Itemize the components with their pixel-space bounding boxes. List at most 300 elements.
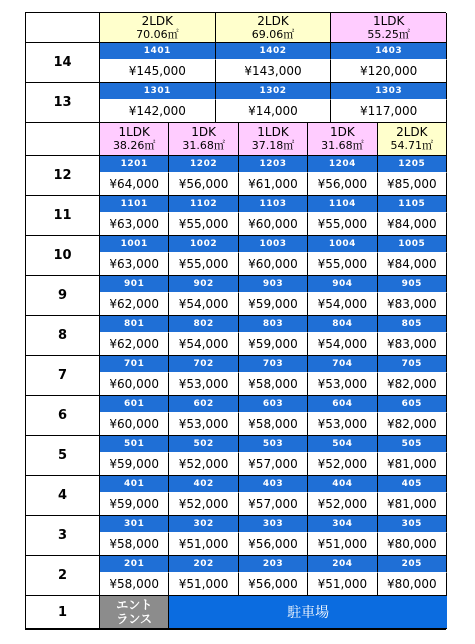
unit-type-header — [100, 13, 216, 43]
unit-number[interactable] — [239, 316, 308, 333]
parking-label: 駐車場 — [287, 605, 330, 621]
unit-number-text: 904 — [332, 279, 353, 289]
entrance-label-line2: ランス — [116, 612, 153, 626]
unit-rent-text: ¥143,000 — [244, 64, 302, 78]
unit-rent — [308, 373, 377, 396]
unit-type-label: 1LDK — [257, 125, 289, 139]
unit-number[interactable] — [100, 276, 169, 293]
unit-number[interactable] — [169, 356, 238, 373]
unit-rent-text: ¥58,000 — [109, 577, 159, 591]
floor-number: 9 — [57, 288, 68, 303]
unit-number[interactable] — [169, 516, 238, 533]
unit-rent-text: ¥58,000 — [248, 377, 298, 391]
unit-number[interactable] — [331, 83, 447, 100]
unit-number[interactable] — [169, 476, 238, 493]
unit-rent-text: ¥55,000 — [317, 217, 368, 231]
unit-rent — [308, 333, 377, 356]
unit-number-text: 605 — [401, 399, 422, 409]
unit-rent — [216, 60, 332, 83]
unit-number-text: 1105 — [398, 199, 426, 209]
unit-rent-text: ¥56,000 — [317, 177, 368, 191]
unit-rent-text: ¥52,000 — [317, 457, 368, 471]
unit-number-text: 502 — [193, 439, 214, 449]
unit-number[interactable] — [308, 196, 377, 213]
unit-rent-text: ¥62,000 — [109, 337, 159, 351]
unit-number[interactable] — [216, 43, 332, 60]
unit-number[interactable] — [308, 396, 377, 413]
unit-number[interactable] — [169, 396, 238, 413]
unit-rent — [239, 413, 308, 436]
unit-rent-text: ¥120,000 — [360, 64, 418, 78]
unit-number-text: 1003 — [259, 239, 287, 249]
unit-area-label: 55.25㎡ — [367, 27, 410, 41]
unit-number-text: 601 — [124, 399, 145, 409]
unit-rent-text: ¥142,000 — [128, 104, 186, 118]
unit-rent-text: ¥117,000 — [360, 104, 418, 118]
unit-number[interactable] — [100, 356, 169, 373]
unit-rent — [378, 293, 447, 316]
unit-rent — [100, 333, 169, 356]
floor-number: 3 — [57, 528, 68, 543]
floor-number: 8 — [57, 328, 68, 343]
unit-rent-text: ¥80,000 — [386, 537, 437, 551]
unit-type-label: 2LDK — [257, 13, 289, 28]
unit-number-text: 402 — [193, 479, 214, 489]
unit-number[interactable] — [100, 196, 169, 213]
unit-number-text: 905 — [401, 279, 422, 289]
unit-number-text: 1004 — [328, 239, 356, 249]
unit-number-text: 1402 — [259, 46, 287, 56]
parking — [169, 596, 447, 629]
unit-rent — [239, 253, 308, 276]
unit-number-text: 401 — [124, 479, 145, 489]
unit-number[interactable] — [378, 316, 447, 333]
unit-number[interactable] — [239, 476, 308, 493]
unit-number[interactable] — [100, 436, 169, 453]
unit-number[interactable] — [239, 516, 308, 533]
unit-number-text: 1202 — [190, 159, 218, 169]
unit-rent — [331, 100, 447, 123]
unit-type-header — [239, 123, 308, 156]
unit-number-text: 304 — [332, 519, 353, 529]
unit-number-text: 503 — [262, 439, 284, 449]
unit-number-text: 902 — [193, 279, 214, 289]
unit-rent-text: ¥52,000 — [317, 497, 368, 511]
unit-number-text: 1002 — [190, 239, 218, 249]
unit-number[interactable] — [378, 556, 447, 573]
unit-rent-text: ¥54,000 — [178, 297, 229, 311]
unit-area-label: 31.68㎡ — [182, 139, 225, 152]
unit-number[interactable] — [378, 436, 447, 453]
unit-rent — [100, 573, 169, 596]
unit-rent — [331, 60, 447, 83]
unit-number[interactable] — [100, 516, 169, 533]
unit-number-text: 202 — [193, 559, 214, 569]
unit-rent — [100, 453, 169, 476]
unit-rent — [100, 413, 169, 436]
floor-plan-table — [25, 12, 446, 630]
unit-rent — [308, 533, 377, 556]
unit-number-text: 205 — [401, 559, 422, 569]
floor-label — [26, 276, 100, 316]
unit-number[interactable] — [100, 476, 169, 493]
floor-label — [26, 43, 100, 83]
unit-number[interactable] — [378, 476, 447, 493]
unit-type-header — [378, 123, 447, 156]
unit-rent-text: ¥83,000 — [386, 297, 437, 311]
floor-number: 7 — [57, 368, 68, 383]
unit-rent-text: ¥51,000 — [178, 537, 229, 551]
unit-rent-text: ¥14,000 — [248, 104, 298, 118]
unit-number-text: 403 — [262, 479, 284, 489]
unit-rent-text: ¥81,000 — [386, 457, 437, 471]
unit-type-header — [308, 123, 377, 156]
floor-number: 6 — [57, 408, 68, 423]
unit-number[interactable] — [239, 556, 308, 573]
unit-number[interactable] — [169, 276, 238, 293]
unit-number-text: 1102 — [190, 199, 218, 209]
floor-number: 13 — [53, 95, 72, 110]
floor-number: 1 — [57, 604, 68, 620]
unit-rent — [308, 413, 377, 436]
unit-type-label: 1LDK — [118, 125, 150, 139]
entrance — [100, 596, 169, 629]
unit-rent — [239, 333, 308, 356]
floor-label — [26, 156, 100, 196]
unit-area-label: 54.71㎡ — [390, 139, 434, 152]
floor-label — [26, 356, 100, 396]
unit-number-text: 505 — [401, 439, 422, 449]
unit-number-text: 1303 — [375, 86, 403, 96]
unit-number[interactable] — [100, 316, 169, 333]
unit-rent-text: ¥51,000 — [317, 577, 368, 591]
unit-number[interactable] — [308, 316, 377, 333]
unit-rent-text: ¥82,000 — [386, 377, 437, 391]
unit-rent-text: ¥64,000 — [109, 177, 159, 191]
unit-number[interactable] — [378, 516, 447, 533]
floor-label — [26, 236, 100, 276]
unit-rent-text: ¥53,000 — [317, 417, 368, 431]
header-blank — [26, 13, 100, 43]
unit-number-text: 901 — [124, 279, 145, 289]
unit-rent — [100, 100, 216, 123]
unit-rent — [100, 293, 169, 316]
unit-number[interactable] — [169, 436, 238, 453]
unit-rent — [239, 213, 308, 236]
unit-number-text: 1005 — [398, 239, 426, 249]
unit-rent-text: ¥63,000 — [109, 217, 159, 231]
unit-rent-text: ¥53,000 — [317, 377, 368, 391]
unit-number[interactable] — [378, 276, 447, 293]
unit-number-text: 1001 — [120, 239, 148, 249]
unit-rent — [169, 413, 238, 436]
unit-number[interactable] — [239, 196, 308, 213]
unit-rent-text: ¥55,000 — [317, 257, 368, 271]
floor-label — [26, 436, 100, 476]
unit-number-text: 1201 — [120, 159, 148, 169]
unit-rent — [239, 373, 308, 396]
unit-rent — [239, 573, 308, 596]
unit-number[interactable] — [308, 276, 377, 293]
unit-number-text: 201 — [124, 559, 145, 569]
unit-number[interactable] — [169, 556, 238, 573]
unit-type-label: 2LDK — [396, 125, 428, 139]
unit-rent-text: ¥59,000 — [109, 457, 159, 471]
unit-number[interactable] — [100, 83, 216, 100]
unit-area-label: 37.18㎡ — [251, 139, 295, 152]
unit-number[interactable] — [239, 436, 308, 453]
unit-number[interactable] — [239, 156, 308, 173]
unit-rent-text: ¥52,000 — [178, 457, 229, 471]
unit-number-text: 1401 — [143, 46, 171, 56]
unit-number-text: 1104 — [328, 199, 356, 209]
unit-number-text: 903 — [262, 279, 284, 289]
unit-number[interactable] — [308, 356, 377, 373]
unit-rent-text: ¥60,000 — [248, 217, 298, 231]
unit-number-text: 204 — [332, 559, 353, 569]
unit-rent — [308, 573, 377, 596]
unit-rent-text: ¥60,000 — [109, 417, 159, 431]
unit-rent — [308, 493, 377, 516]
unit-rent-text: ¥55,000 — [178, 257, 229, 271]
unit-type-label: 1DK — [330, 125, 355, 139]
unit-type-header — [331, 13, 447, 43]
unit-number-text: 303 — [262, 519, 284, 529]
floor-label — [26, 83, 100, 123]
unit-number[interactable] — [169, 316, 238, 333]
unit-rent-text: ¥62,000 — [109, 297, 159, 311]
unit-rent-text: ¥54,000 — [317, 337, 368, 351]
unit-rent-text: ¥53,000 — [178, 377, 229, 391]
unit-rent — [378, 573, 447, 596]
floor-label — [26, 316, 100, 356]
unit-number[interactable] — [100, 156, 169, 173]
unit-rent — [169, 373, 238, 396]
unit-type-header — [216, 13, 332, 43]
floor-number: 5 — [57, 448, 68, 463]
unit-number-text: 701 — [124, 359, 145, 369]
unit-rent — [169, 253, 238, 276]
unit-number[interactable] — [308, 516, 377, 533]
unit-rent-text: ¥60,000 — [109, 377, 159, 391]
unit-rent-text: ¥59,000 — [248, 337, 298, 351]
unit-rent-text: ¥145,000 — [128, 64, 186, 78]
unit-area-label: 31.68㎡ — [321, 139, 364, 152]
unit-number[interactable] — [308, 556, 377, 573]
unit-rent-text: ¥57,000 — [248, 497, 298, 511]
unit-rent-text: ¥58,000 — [109, 537, 159, 551]
unit-rent — [169, 333, 238, 356]
unit-number-text: 801 — [124, 319, 145, 329]
unit-area-label: 38.26㎡ — [112, 139, 156, 152]
unit-number[interactable] — [378, 236, 447, 253]
unit-rent-text: ¥55,000 — [178, 217, 229, 231]
unit-number[interactable] — [239, 396, 308, 413]
unit-number-text: 1204 — [328, 159, 356, 169]
floor-number: 12 — [53, 168, 72, 183]
unit-type-label: 2LDK — [141, 13, 174, 28]
unit-rent-text: ¥59,000 — [109, 497, 159, 511]
entrance-label-line1: エント — [116, 598, 153, 612]
unit-number-text: 404 — [332, 479, 353, 489]
unit-rent-text: ¥83,000 — [386, 337, 437, 351]
unit-rent — [239, 293, 308, 316]
unit-number[interactable] — [169, 156, 238, 173]
unit-number-text: 501 — [124, 439, 145, 449]
unit-rent — [100, 60, 216, 83]
unit-rent-text: ¥54,000 — [178, 337, 229, 351]
unit-rent — [378, 413, 447, 436]
unit-rent — [100, 533, 169, 556]
unit-rent — [100, 173, 169, 196]
unit-number-text: 1302 — [259, 86, 287, 96]
unit-rent — [169, 573, 238, 596]
unit-rent — [378, 213, 447, 236]
floor-label — [26, 396, 100, 436]
unit-number-text: 1403 — [375, 46, 403, 56]
unit-rent — [378, 173, 447, 196]
unit-number-text: 305 — [401, 519, 422, 529]
floor-label — [26, 476, 100, 516]
unit-number-text: 802 — [193, 319, 214, 329]
unit-number[interactable] — [216, 83, 332, 100]
unit-rent-text: ¥85,000 — [386, 177, 437, 191]
unit-area-label: 69.06㎡ — [251, 27, 295, 41]
unit-rent — [239, 493, 308, 516]
unit-type-label: 1DK — [191, 125, 216, 139]
floor-number: 10 — [53, 248, 72, 263]
unit-rent-text: ¥82,000 — [386, 417, 437, 431]
floor-label — [26, 596, 100, 629]
unit-number[interactable] — [100, 43, 216, 60]
unit-number-text: 703 — [262, 359, 284, 369]
unit-rent — [378, 493, 447, 516]
unit-number-text: 203 — [262, 559, 284, 569]
unit-rent-text: ¥84,000 — [386, 257, 437, 271]
unit-rent — [169, 213, 238, 236]
unit-rent-text: ¥58,000 — [248, 417, 298, 431]
unit-number[interactable] — [169, 196, 238, 213]
unit-rent-text: ¥59,000 — [248, 297, 298, 311]
unit-number-text: 604 — [332, 399, 353, 409]
unit-number-text: 1301 — [143, 86, 171, 96]
floor-label — [26, 196, 100, 236]
unit-rent-text: ¥61,000 — [248, 177, 298, 191]
unit-number-text: 602 — [193, 399, 214, 409]
unit-rent — [100, 493, 169, 516]
unit-number-text: 702 — [193, 359, 214, 369]
unit-type-label: 1LDK — [372, 13, 405, 28]
unit-number-text: 603 — [262, 399, 284, 409]
unit-number[interactable] — [169, 236, 238, 253]
unit-number[interactable] — [100, 236, 169, 253]
floor-label — [26, 516, 100, 556]
unit-number[interactable] — [239, 356, 308, 373]
unit-number-text: 704 — [332, 359, 353, 369]
unit-rent-text: ¥63,000 — [109, 257, 159, 271]
unit-number[interactable] — [100, 556, 169, 573]
unit-rent — [100, 213, 169, 236]
unit-number[interactable] — [308, 156, 377, 173]
unit-area-label: 70.06㎡ — [136, 27, 179, 41]
unit-rent-text: ¥81,000 — [386, 497, 437, 511]
unit-number-text: 804 — [332, 319, 353, 329]
unit-rent — [100, 373, 169, 396]
unit-number[interactable] — [378, 396, 447, 413]
unit-rent — [378, 533, 447, 556]
unit-number[interactable] — [308, 476, 377, 493]
unit-rent — [308, 453, 377, 476]
unit-number[interactable] — [239, 236, 308, 253]
unit-number[interactable] — [378, 356, 447, 373]
unit-rent — [216, 100, 332, 123]
unit-rent — [169, 533, 238, 556]
unit-rent — [308, 173, 377, 196]
unit-rent — [169, 173, 238, 196]
floor-number: 14 — [53, 55, 72, 70]
unit-rent — [308, 253, 377, 276]
unit-number-text: 1203 — [259, 159, 287, 169]
unit-number-text: 803 — [262, 319, 284, 329]
unit-rent — [378, 373, 447, 396]
unit-rent — [378, 333, 447, 356]
unit-rent — [239, 173, 308, 196]
unit-rent — [308, 213, 377, 236]
floor-number: 11 — [53, 208, 72, 223]
unit-rent — [308, 293, 377, 316]
unit-rent — [169, 293, 238, 316]
unit-rent — [169, 453, 238, 476]
unit-number[interactable] — [100, 396, 169, 413]
unit-type-header — [100, 123, 169, 156]
unit-rent — [378, 453, 447, 476]
unit-number-text: 1103 — [259, 199, 287, 209]
unit-number-text: 1205 — [398, 159, 426, 169]
unit-rent-text: ¥80,000 — [386, 577, 437, 591]
unit-rent-text: ¥56,000 — [248, 537, 298, 551]
unit-number[interactable] — [378, 156, 447, 173]
unit-rent — [239, 453, 308, 476]
unit-rent-text: ¥53,000 — [178, 417, 229, 431]
unit-number-text: 302 — [193, 519, 214, 529]
unit-number[interactable] — [239, 276, 308, 293]
unit-number[interactable] — [378, 196, 447, 213]
unit-rent-text: ¥51,000 — [317, 537, 368, 551]
floor-number: 2 — [57, 568, 68, 583]
unit-rent-text: ¥54,000 — [317, 297, 368, 311]
unit-number-text: 405 — [401, 479, 422, 489]
unit-number-text: 301 — [124, 519, 145, 529]
unit-rent-text: ¥56,000 — [248, 577, 298, 591]
unit-rent-text: ¥57,000 — [248, 457, 298, 471]
unit-rent — [100, 253, 169, 276]
unit-number-text: 705 — [401, 359, 422, 369]
unit-rent — [169, 493, 238, 516]
unit-type-header — [169, 123, 238, 156]
unit-rent-text: ¥52,000 — [178, 497, 229, 511]
unit-rent-text: ¥51,000 — [178, 577, 229, 591]
unit-number[interactable] — [308, 236, 377, 253]
unit-number-text: 504 — [332, 439, 353, 449]
header-blank — [26, 123, 100, 156]
unit-number-text: 1101 — [120, 199, 148, 209]
unit-rent — [378, 253, 447, 276]
unit-number[interactable] — [308, 436, 377, 453]
unit-number[interactable] — [331, 43, 447, 60]
unit-rent-text: ¥56,000 — [178, 177, 229, 191]
floor-label — [26, 556, 100, 596]
unit-rent — [239, 533, 308, 556]
